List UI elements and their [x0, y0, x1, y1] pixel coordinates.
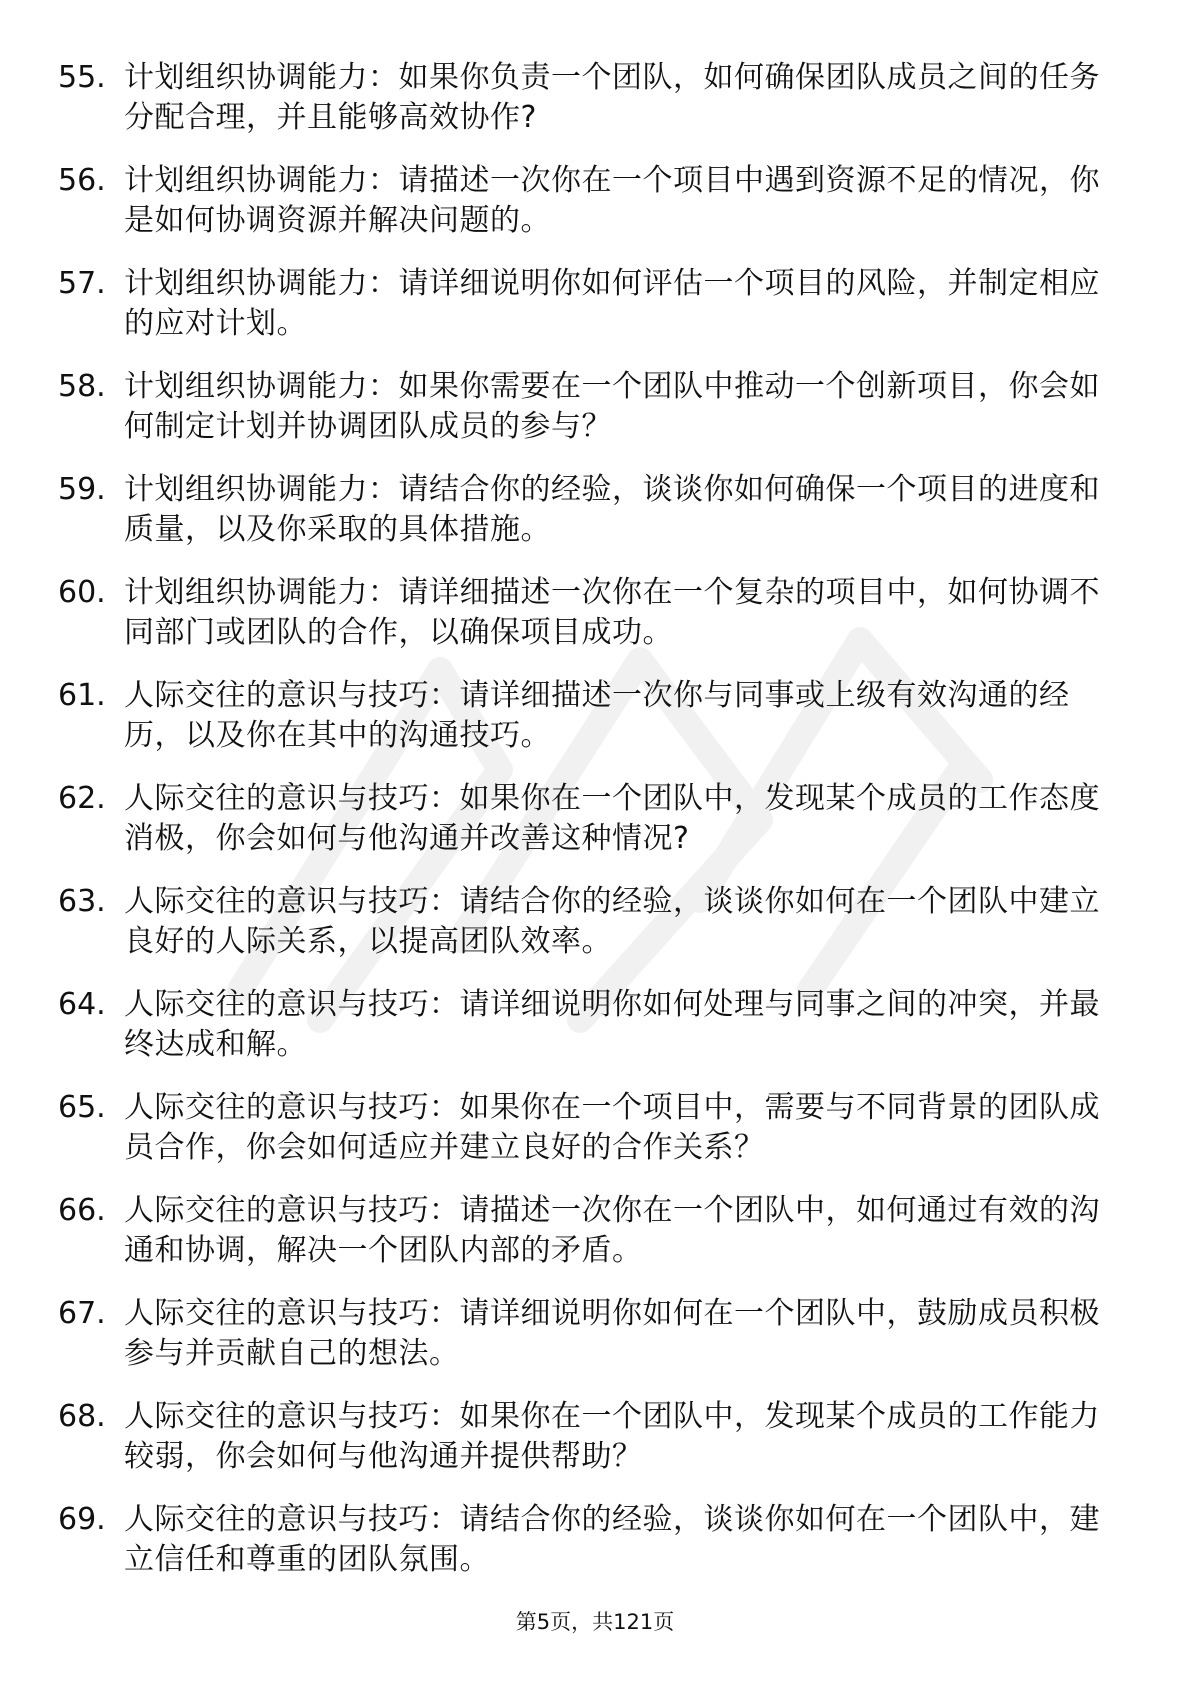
question-text: 人际交往的意识与技巧：请描述一次你在一个团队中，如何通过有效的沟通和协调，解决一个团队内部的矛盾。 [124, 1193, 1100, 1268]
question-item-64 [58, 985, 1118, 1088]
question-number: 61. [58, 678, 106, 713]
question-text: 计划组织协调能力：如果你负责一个团队，如何确保团队成员之间的任务分配合理，并且能够高效协作? [124, 60, 1100, 135]
question-text: 人际交往的意识与技巧：请详细说明你如何处理与同事之间的冲突，并最终达成和解。 [124, 987, 1100, 1062]
question-number: 56. [58, 163, 106, 198]
question-text: 计划组织协调能力：请详细描述一次你在一个复杂的项目中，如何协调不同部门或团队的合作，以确保项目成功。 [124, 575, 1100, 650]
question-text: 人际交往的意识与技巧：如果你在一个团队中，发现某个成员的工作能力较弱，你会如何与他沟通并提供帮助？ [124, 1399, 1100, 1474]
question-number: 67. [58, 1296, 106, 1331]
question-item-66 [58, 1191, 1118, 1294]
question-number: 65. [58, 1090, 106, 1125]
question-text: 人际交往的意识与技巧：请结合你的经验，谈谈你如何在一个团队中建立良好的人际关系，以提高团队效率。 [124, 884, 1100, 959]
question-item-57 [58, 264, 1118, 367]
question-item-56 [58, 161, 1118, 264]
question-item-68 [58, 1397, 1118, 1500]
question-item-65 [58, 1088, 1118, 1191]
question-number: 57. [58, 266, 106, 301]
question-item-69 [58, 1500, 1118, 1603]
question-text: 计划组织协调能力：请结合你的经验，谈谈你如何确保一个项目的进度和质量，以及你采取的具体措施。 [124, 472, 1100, 547]
question-item-63 [58, 882, 1118, 985]
question-text: 人际交往的意识与技巧：请结合你的经验，谈谈你如何在一个团队中，建立信任和尊重的团队氛围。 [124, 1502, 1100, 1577]
question-item-67 [58, 1294, 1118, 1397]
page-footer [0, 1608, 1190, 1636]
question-number: 58. [58, 369, 106, 404]
question-number: 66. [58, 1193, 106, 1228]
question-text: 人际交往的意识与技巧：如果你在一个团队中，发现某个成员的工作态度消极，你会如何与他沟通并改善这种情况? [124, 781, 1100, 856]
question-number: 68. [58, 1399, 106, 1434]
question-item-61 [58, 676, 1118, 779]
question-number: 69. [58, 1502, 106, 1537]
page-number-label: 第5页，共121页 [515, 1610, 675, 1634]
question-list [58, 58, 1118, 1603]
question-item-60 [58, 573, 1118, 676]
question-number: 55. [58, 60, 106, 95]
question-number: 59. [58, 472, 106, 507]
question-item-58 [58, 367, 1118, 470]
question-number: 62. [58, 781, 106, 816]
question-item-59 [58, 470, 1118, 573]
question-text: 人际交往的意识与技巧：请详细说明你如何在一个团队中，鼓励成员积极参与并贡献自己的想法。 [124, 1296, 1100, 1371]
question-number: 60. [58, 575, 106, 610]
question-number: 63. [58, 884, 106, 919]
question-item-62 [58, 779, 1118, 882]
question-text: 人际交往的意识与技巧：请详细描述一次你与同事或上级有效沟通的经历，以及你在其中的沟通技巧。 [124, 678, 1070, 753]
question-item-55 [58, 58, 1118, 161]
question-text: 计划组织协调能力：请描述一次你在一个项目中遇到资源不足的情况，你是如何协调资源并解决问题的。 [124, 163, 1100, 238]
question-text: 计划组织协调能力：请详细说明你如何评估一个项目的风险，并制定相应的应对计划。 [124, 266, 1100, 341]
question-number: 64. [58, 987, 106, 1022]
question-text: 人际交往的意识与技巧：如果你在一个项目中，需要与不同背景的团队成员合作，你会如何适应并建立良好的合作关系？ [124, 1090, 1100, 1165]
question-text: 计划组织协调能力：如果你需要在一个团队中推动一个创新项目，你会如何制定计划并协调团队成员的参与？ [124, 369, 1100, 444]
